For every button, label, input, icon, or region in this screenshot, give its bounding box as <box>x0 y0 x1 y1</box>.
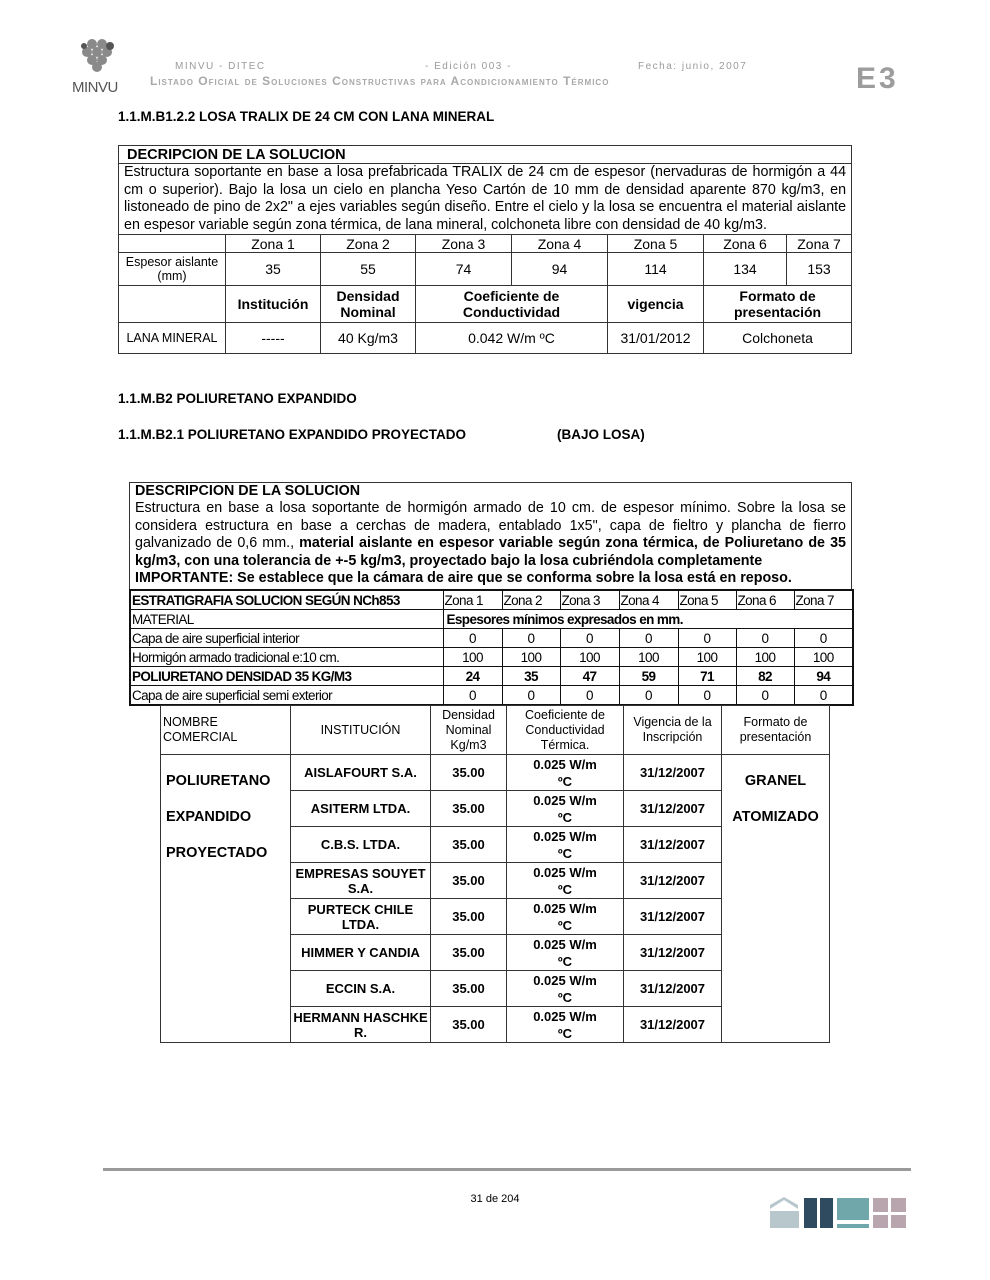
zone-header: Zona 6 <box>704 235 787 253</box>
col-vigencia: vigencia <box>608 286 704 323</box>
thickness-value: 55 <box>321 253 416 286</box>
layer-row <box>130 686 853 706</box>
coeficiente: 0.025 W/m ºC <box>507 791 624 827</box>
material-name: LANA MINERAL <box>119 323 226 354</box>
column-header: NOMBRE COMERCIAL <box>161 706 291 755</box>
thickness-value: 134 <box>704 253 787 286</box>
layer-thickness: 100 <box>794 648 853 667</box>
coeficiente: 0.025 W/m ºC <box>507 827 624 863</box>
column-header: Formato de presentación <box>722 706 830 755</box>
description-title: DECRIPCION DE LA SOLUCION <box>119 146 852 164</box>
section-heading: 1.1.M.B1.2.2 LOSA TRALIX DE 24 CM CON LANA MINERAL <box>118 109 495 124</box>
layer-thickness: 0 <box>736 629 794 648</box>
page-number: 31 de 204 <box>470 1193 520 1205</box>
document-code: E3 <box>856 62 899 95</box>
layer-thickness: 0 <box>443 629 502 648</box>
densidad: 35.00 <box>431 1007 507 1043</box>
zone-header: Zona 3 <box>416 235 512 253</box>
important-note: IMPORTANTE: Se establece que la cámara de aire que se conforma sobre la losa está en reposo. <box>135 570 792 587</box>
product-row <box>161 755 830 791</box>
vigencia: 31/12/2007 <box>624 863 722 899</box>
format-line: ATOMIZADO <box>732 809 819 825</box>
vigencia: 31/12/2007 <box>624 1007 722 1043</box>
material-label: MATERIAL <box>130 610 443 629</box>
empty-cell <box>119 235 226 253</box>
coeficiente: 0.025 W/m ºC <box>507 899 624 935</box>
minvu-logo <box>72 34 127 96</box>
zone-header: Zona 5 <box>608 235 704 253</box>
vigencia: 31/12/2007 <box>624 935 722 971</box>
vigencia: 31/12/2007 <box>624 971 722 1007</box>
zone-header: Zona 2 <box>321 235 416 253</box>
description-box <box>129 482 852 589</box>
zone-header: Zona 7 <box>794 590 853 610</box>
layer-row <box>130 629 853 648</box>
coeficiente-value: 0.042 W/m ºC <box>416 323 608 354</box>
description-title: DESCRIPCION DE LA SOLUCION <box>135 483 361 499</box>
institucion: HIMMER Y CANDIA <box>291 935 431 971</box>
layer-thickness: 0 <box>443 686 502 706</box>
thickness-label: Espesor aislante (mm) <box>119 253 226 286</box>
layer-row <box>130 648 853 667</box>
layer-thickness: 35 <box>502 667 560 686</box>
layer-name: Capa de aire superficial interior <box>130 629 443 648</box>
footer-divider <box>103 1168 911 1171</box>
formato-value: Colchoneta <box>704 323 852 354</box>
layer-thickness: 0 <box>794 686 853 706</box>
zone-header: Zona 6 <box>736 590 794 610</box>
layer-thickness: 59 <box>619 667 678 686</box>
commercial-name-line: EXPANDIDO <box>166 809 252 825</box>
layer-thickness: 0 <box>678 686 736 706</box>
coeficiente: 0.025 W/m ºC <box>507 863 624 899</box>
densidad: 35.00 <box>431 899 507 935</box>
layer-thickness: 100 <box>736 648 794 667</box>
densidad-value: 40 Kg/m3 <box>321 323 416 354</box>
vigencia: 31/12/2007 <box>624 791 722 827</box>
densidad: 35.00 <box>431 863 507 899</box>
zone-header: Zona 4 <box>512 235 608 253</box>
zone-header: Zona 4 <box>619 590 678 610</box>
layer-thickness: 82 <box>736 667 794 686</box>
layer-thickness: 100 <box>560 648 619 667</box>
zone-header: Zona 3 <box>560 590 619 610</box>
layer-thickness: 0 <box>502 686 560 706</box>
footer-logo <box>770 1197 908 1234</box>
layer-thickness: 71 <box>678 667 736 686</box>
layer-thickness: 47 <box>560 667 619 686</box>
col-coeficiente: Coeficiente de Conductividad <box>416 286 608 323</box>
coeficiente: 0.025 W/m ºC <box>507 935 624 971</box>
institucion: EMPRESAS SOUYET S.A. <box>291 863 431 899</box>
institucion-value: ----- <box>226 323 321 354</box>
layer-thickness: 100 <box>502 648 560 667</box>
vigencia: 31/12/2007 <box>624 755 722 791</box>
zone-header: Zona 5 <box>678 590 736 610</box>
institucion: PURTECK CHILE LTDA. <box>291 899 431 935</box>
format-line: GRANEL <box>744 773 807 789</box>
institucion: ASITERM LTDA. <box>291 791 431 827</box>
layer-row <box>130 667 853 686</box>
section-heading: 1.1.M.B2 POLIURETANO EXPANDIDO <box>118 391 357 406</box>
coeficiente: 0.025 W/m ºC <box>507 755 624 791</box>
col-institucion: Institución <box>226 286 321 323</box>
logo-text: MINVU <box>72 79 118 96</box>
format <box>722 755 830 1043</box>
layer-thickness: 24 <box>443 667 502 686</box>
layer-thickness: 0 <box>678 629 736 648</box>
thickness-value: 153 <box>787 253 852 286</box>
subsection-note: (BAJO LOSA) <box>557 427 645 442</box>
layer-thickness: 0 <box>794 629 853 648</box>
commercial-name-line: PROYECTADO <box>166 845 268 861</box>
layer-thickness: 0 <box>560 629 619 648</box>
layer-name: Hormigón armado tradicional e:10 cm. <box>130 648 443 667</box>
header-org: MINVU - DITEC <box>175 61 266 72</box>
layer-name: Capa de aire superficial semi exterior <box>130 686 443 706</box>
header-edition: - Edición 003 - <box>425 61 512 72</box>
institucion: C.B.S. LTDA. <box>291 827 431 863</box>
institucion: AISLAFOURT S.A. <box>291 755 431 791</box>
column-header: Coeficiente de Conductividad Térmica. <box>507 706 624 755</box>
header-date: Fecha: junio, 2007 <box>638 61 748 72</box>
description-text: Estructura soportante en base a losa prefabricada TRALIX de 24 cm de espesor (nervaduras de hormigón a 44 cm o superior). Bajo la losa un cielo en plancha Yeso Cartón de 10 mm de densidad aparente 870 kg/m3, en listoneado de pino de 2x2" a ejes variables según diseño. Entre el cielo y la losa se encuentra el material aislante en espesor variable según zona térmica, de lana mineral, colchoneta libre con densidad de 40 kg/m3. <box>119 164 852 235</box>
commercial-name <box>161 755 291 1043</box>
layer-thickness: 100 <box>443 648 502 667</box>
layer-thickness: 0 <box>736 686 794 706</box>
thickness-value: 74 <box>416 253 512 286</box>
zone-header: Zona 1 <box>226 235 321 253</box>
layer-thickness: 0 <box>502 629 560 648</box>
institucion: HERMANN HASCHKE R. <box>291 1007 431 1043</box>
layer-thickness: 94 <box>794 667 853 686</box>
layer-thickness: 100 <box>619 648 678 667</box>
vigencia-value: 31/01/2012 <box>608 323 704 354</box>
layer-thickness: 100 <box>678 648 736 667</box>
stratigraphy-table <box>129 589 854 706</box>
densidad: 35.00 <box>431 971 507 1007</box>
commercial-name-line: POLIURETANO <box>166 773 271 789</box>
thickness-value: 35 <box>226 253 321 286</box>
coeficiente: 0.025 W/m ºC <box>507 1007 624 1043</box>
coeficiente: 0.025 W/m ºC <box>507 971 624 1007</box>
densidad: 35.00 <box>431 791 507 827</box>
vigencia: 31/12/2007 <box>624 899 722 935</box>
description-text: Estructura en base a losa soportante de hormigón armado de 10 cm. de espesor mínimo. Sobre la losa se considera estructura en base a cerchas de madera, entablado 1x5", capa de fieltro y plancha de fierro galvanizado de 0,6 mm., <box>135 500 846 552</box>
column-header: Densidad Nominal Kg/m3 <box>431 706 507 755</box>
zone-header: Zona 7 <box>787 235 852 253</box>
layer-thickness: 0 <box>619 629 678 648</box>
description-bold-text: material aislante en espesor variable según zona térmica, de Poliuretano de 35 kg/m3, con una tolerancia de +-5 kg/m3, proyectado bajo la losa cubriéndola completamente <box>135 535 846 569</box>
thickness-value: 94 <box>512 253 608 286</box>
column-header: INSTITUCIÓN <box>291 706 431 755</box>
col-densidad: Densidad Nominal <box>321 286 416 323</box>
column-header: Vigencia de la Inscripción <box>624 706 722 755</box>
layer-thickness: 0 <box>560 686 619 706</box>
densidad: 35.00 <box>431 935 507 971</box>
header-title: Listado Oficial de Soluciones Constructivas para Acondicionamiento Térmico <box>150 74 610 88</box>
stratigraphy-title: ESTRATIGRAFIA SOLUCION SEGÚN NCh853 <box>130 590 443 610</box>
zone-header: Zona 1 <box>443 590 502 610</box>
densidad: 35.00 <box>431 755 507 791</box>
densidad: 35.00 <box>431 827 507 863</box>
espesores-label: Espesores mínimos expresados en mm. <box>443 610 853 629</box>
subsection-heading: 1.1.M.B2.1 POLIURETANO EXPANDIDO PROYECTADO <box>118 427 467 442</box>
layer-thickness: 0 <box>619 686 678 706</box>
layer-name: POLIURETANO DENSIDAD 35 KG/M3 <box>130 667 443 686</box>
products-table <box>160 705 830 1043</box>
vigencia: 31/12/2007 <box>624 827 722 863</box>
tralix-solution-table <box>118 145 852 354</box>
zone-header: Zona 2 <box>502 590 560 610</box>
thickness-value: 114 <box>608 253 704 286</box>
col-formato: Formato de presentación <box>704 286 852 323</box>
institucion: ECCIN S.A. <box>291 971 431 1007</box>
empty-cell <box>119 286 226 323</box>
